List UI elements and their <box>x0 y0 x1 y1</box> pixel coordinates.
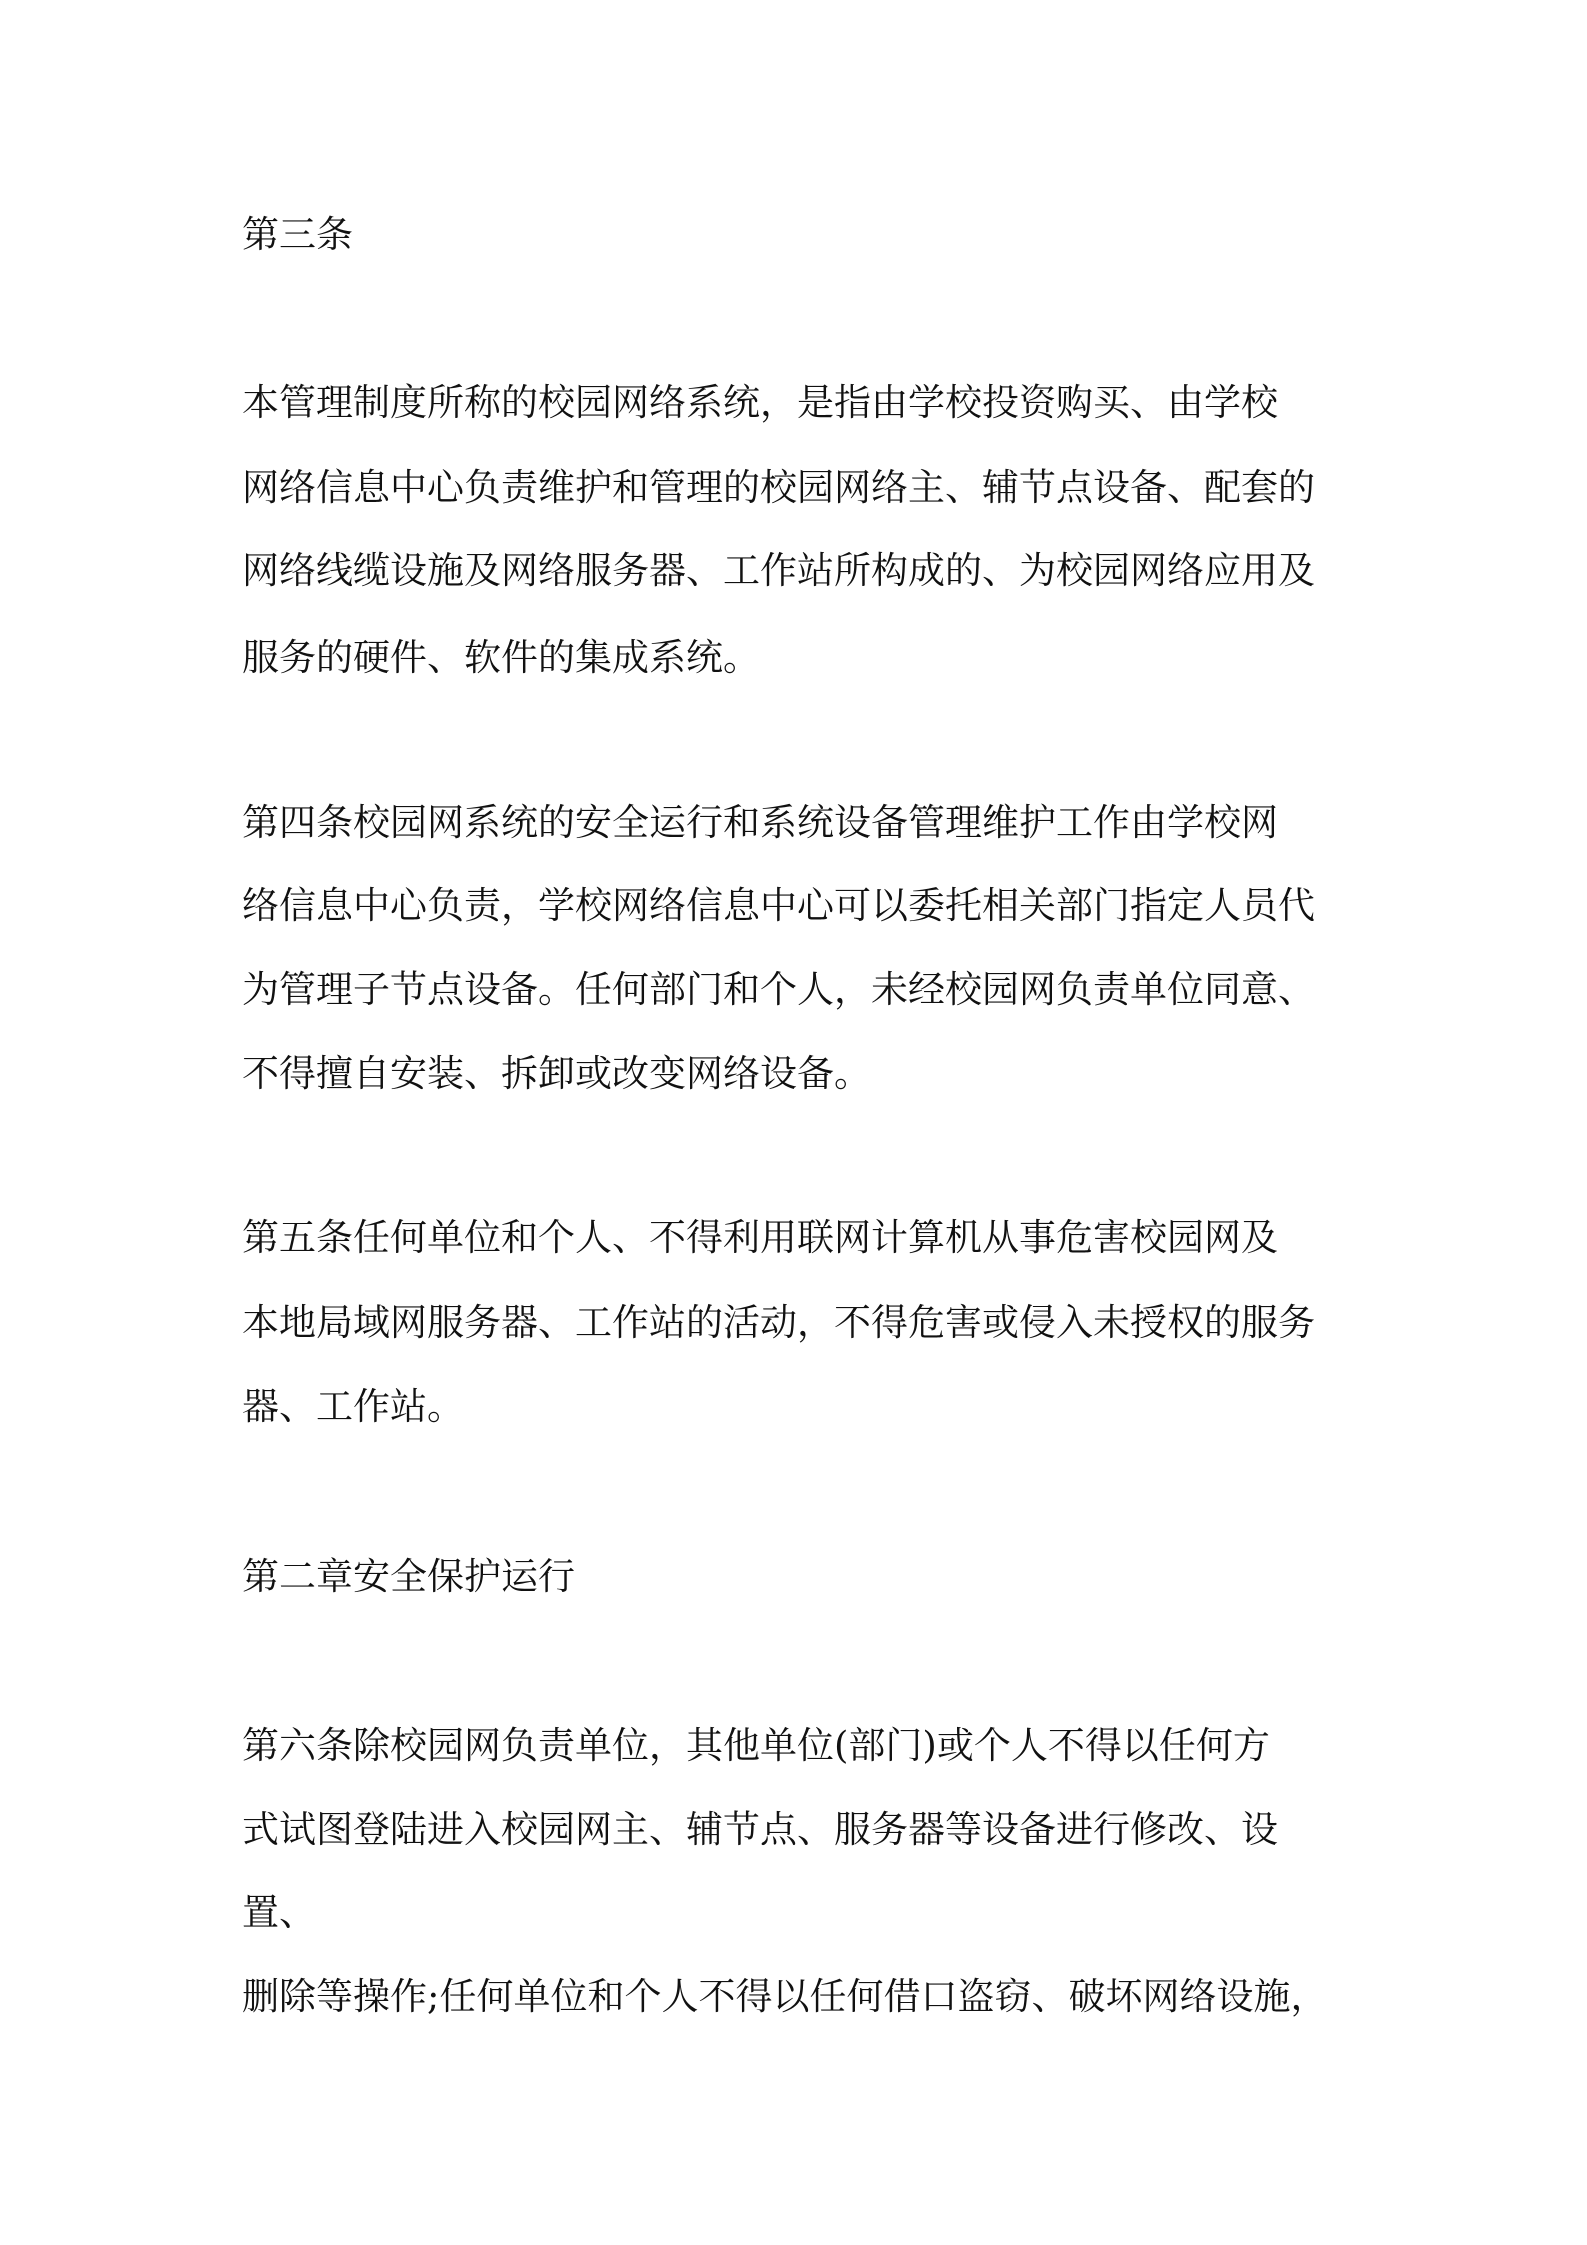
paragraph-line: 不得擅自安装、拆卸或改变网络设备。 <box>242 1052 871 1095</box>
paragraph-line: 第四条校园网系统的安全运行和系统设备管理维护工作由学校网 <box>242 801 1278 844</box>
chapter-2-heading: 第二章安全保护运行 <box>242 1555 575 1598</box>
paragraph-line: 第六条除校园网负责单位，其他单位(部门)或个人不得以任何方 <box>242 1724 1270 1767</box>
paragraph-line: 本地局域网服务器、工作站的活动，不得危害或侵入未授权的服务 <box>242 1301 1315 1344</box>
paragraph-line: 络信息中心负责，学校网络信息中心可以委托相关部门指定人员代 <box>242 884 1315 927</box>
paragraph-line: 为管理子节点设备。任何部门和个人，未经校园网负责单位同意、 <box>242 968 1315 1011</box>
paragraph-line: 第五条任何单位和个人、不得利用联网计算机从事危害校园网及 <box>242 1216 1278 1259</box>
paragraph-line: 本管理制度所称的校园网络系统，是指由学校投资购买、由学校 <box>242 381 1278 424</box>
article-3-heading: 第三条 <box>242 213 353 256</box>
paragraph-line: 网络信息中心负责维护和管理的校园网络主、辅节点设备、配套的 <box>242 466 1315 509</box>
paragraph-line: 删除等操作;任何单位和个人不得以任何借口盗窃、破坏网络设施， <box>242 1975 1328 2018</box>
paragraph-line: 网络线缆设施及网络服务器、工作站所构成的、为校园网络应用及 <box>242 549 1315 592</box>
paragraph-line: 器、工作站。 <box>242 1385 464 1428</box>
paragraph-line: 置、 <box>242 1891 316 1934</box>
paragraph-line: 式试图登陆进入校园网主、辅节点、服务器等设备进行修改、设 <box>242 1808 1278 1851</box>
paragraph-line: 服务的硬件、软件的集成系统。 <box>242 636 760 679</box>
